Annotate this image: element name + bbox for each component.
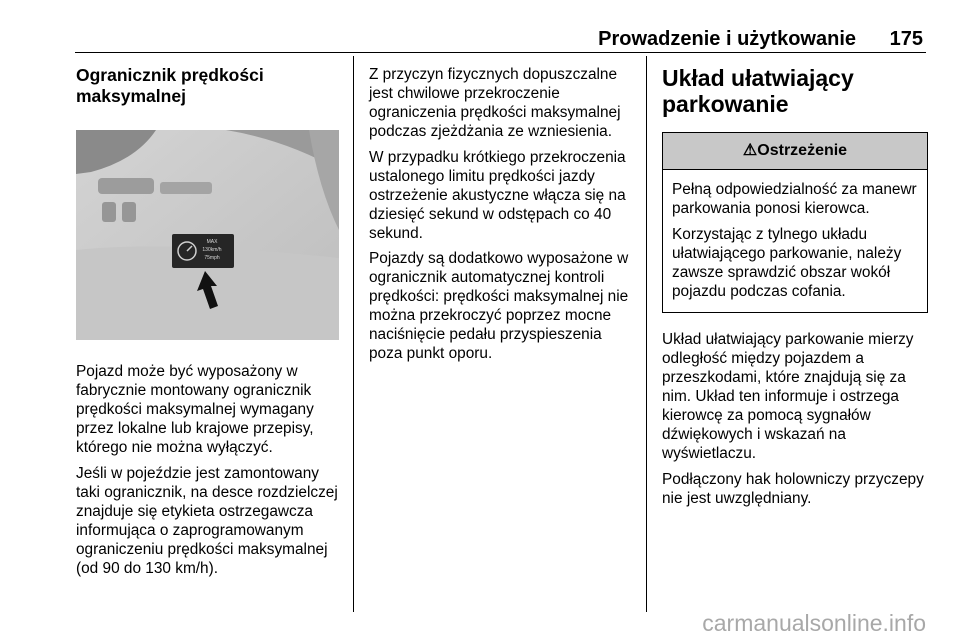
switch bbox=[122, 202, 136, 222]
paragraph: Pojazd może być wyposażony w fabrycznie montowany ogranicznik prędkości maksymalnej wymagany przez lokalne lub krajowe przepisy, którego nie można wyłączyć. bbox=[76, 363, 314, 456]
page-number: 175 bbox=[889, 28, 923, 50]
paragraph: Korzystając z tylnego układu ułatwiającego parkowanie, należy zawsze sprawdzić obszar wokół pojazdu podczas cofania. bbox=[672, 226, 902, 300]
paragraph: Z przyczyn fizycznych dopuszczalne jest chwilowe przekroczenie ograniczenia prędkości maksymalnej podczas zjeżdżania ze wzniesienia. bbox=[369, 66, 621, 140]
warning-box bbox=[662, 132, 928, 313]
warning-title: Ostrzeżenie bbox=[757, 142, 848, 159]
watermark: carmanualsonline.info bbox=[702, 610, 926, 636]
section-heading: Ogranicznik prędkości maksymalnej bbox=[76, 65, 264, 106]
label-line: MAX bbox=[206, 239, 218, 245]
label-line: 75mph bbox=[204, 255, 220, 261]
section-heading: Układ ułatwiający parkowanie bbox=[662, 65, 854, 117]
paragraph: Jeśli w pojeździe jest zamontowany taki ogranicznik, na desce rozdzielczej znajduje się etykieta ostrzegawcza informująca o zaprogramowanym ograniczeniu prędkości maksymalnej (od 90 do 130 km/h). bbox=[76, 464, 338, 577]
paragraph: Pełną odpowiedzialność za manewr parkowania ponosi kierowca. bbox=[672, 181, 917, 217]
warning-body bbox=[663, 170, 927, 312]
switch bbox=[98, 178, 154, 194]
paragraph: Podłączony hak holowniczy przyczepy nie jest uwzględniany. bbox=[662, 470, 924, 507]
paragraph: Pojazdy są dodatkowo wyposażone w ogranicznik automatycznej kontroli prędkości: prędkości maksymalnej nie można przekroczyć poprzez mocne naciśnięcie pedału przyspieszenia poza punkt oporu. bbox=[369, 250, 629, 362]
paragraph: W przypadku krótkiego przekroczenia ustalonego limitu prędkości jazdy ostrzeżenie akustyczne włącza się na dziesięć sekund w odstępach co 40 sekund. bbox=[369, 148, 626, 242]
switch bbox=[102, 202, 116, 222]
label-line: 130km/h bbox=[202, 247, 222, 253]
column-middle bbox=[369, 65, 639, 370]
warning-header bbox=[663, 133, 927, 170]
running-header-title: Prowadzenie i użytkowanie bbox=[598, 28, 856, 50]
column-divider bbox=[353, 56, 354, 612]
paragraph: Układ ułatwiający parkowanie mierzy odległość między pojazdem a przeszkodami, które znajdują się za nim. Układ ten informuje i ostrzega kierowcę za pomocą sygnałów dźwiękowych i wskazań na wyświetlaczu. bbox=[662, 331, 914, 462]
column-divider bbox=[646, 56, 647, 612]
column-right bbox=[662, 65, 928, 514]
dashboard-speed-limiter-figure bbox=[76, 130, 339, 340]
header-rule bbox=[75, 52, 926, 53]
warning-icon: ⚠ bbox=[742, 142, 758, 159]
column-left bbox=[76, 65, 344, 584]
switch bbox=[160, 182, 212, 194]
